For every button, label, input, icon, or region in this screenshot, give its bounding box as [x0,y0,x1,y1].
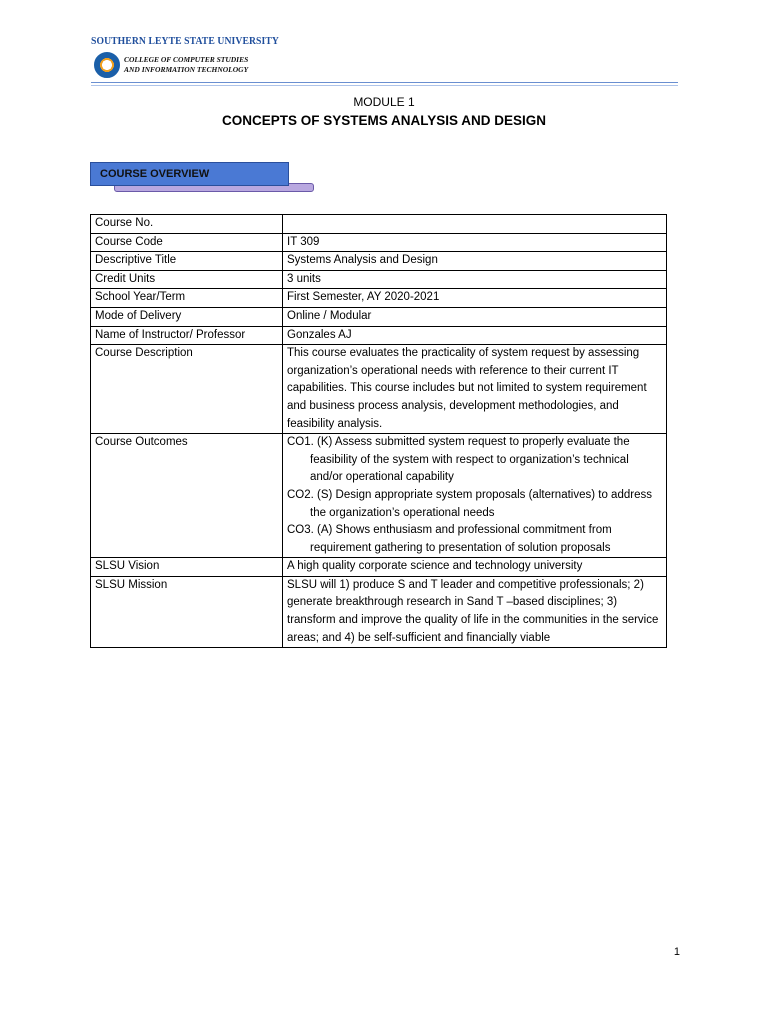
row-value: IT 309 [283,233,667,252]
row-label: SLSU Mission [91,576,283,647]
row-value: Gonzales AJ [283,326,667,345]
row-value: Online / Modular [283,307,667,326]
table-row [91,270,667,289]
row-value: First Semester, AY 2020-2021 [283,289,667,308]
table-row [91,345,667,434]
row-value-outcomes [283,434,667,558]
row-label: Name of Instructor/ Professor [91,326,283,345]
college-name [124,55,248,75]
page-number: 1 [673,946,680,958]
row-label: Course Description [91,345,283,434]
table-row [91,215,667,234]
row-value: This course evaluates the practicality of system request by assessing organization’s operational needs with reference to their current IT capabilities. This course includes but not limited to system requirement and business process analysis, development methodologies, and feasibility analysis. [283,345,667,434]
table-row [91,558,667,577]
college-name-line1: COLLEGE OF COMPUTER STUDIES [124,55,249,64]
row-value: A high quality corporate science and technology university [283,558,667,577]
college-logo-row [94,52,248,78]
row-label: Credit Units [91,270,283,289]
university-name: SOUTHERN LEYTE STATE UNIVERSITY [91,36,279,47]
university-logo-icon [94,52,120,78]
row-label: Course No. [91,215,283,234]
course-outcome-3: CO3. (A) Shows enthusiasm and professional commitment from requirement gathering to presentation of solution proposals [287,524,612,554]
course-outcome-1: CO1. (K) Assess submitted system request to properly evaluate the feasibility of the system with respect to organization’s technical and/or operational capability [287,436,630,484]
row-value: 3 units [283,270,667,289]
header-divider [91,82,678,83]
table-row [91,307,667,326]
table-row [91,326,667,345]
row-value: Systems Analysis and Design [283,252,667,271]
section-banner-label: COURSE OVERVIEW [100,168,210,180]
table-row [91,252,667,271]
course-outcome-2: CO2. (S) Design appropriate system proposals (alternatives) to address the organization’s operational needs [287,488,652,519]
course-overview-table [90,214,667,648]
header-divider-secondary [91,85,678,86]
table-row [91,576,667,647]
section-banner [90,162,289,186]
college-name-line2: AND INFORMATION TECHNOLOGY [124,65,249,74]
table-row [91,289,667,308]
document-header [91,36,295,74]
table-row [91,233,667,252]
row-label: School Year/Term [91,289,283,308]
module-title: CONCEPTS OF SYSTEMS ANALYSIS AND DESIGN [221,113,547,128]
row-label: Mode of Delivery [91,307,283,326]
row-value: SLSU will 1) produce S and T leader and competitive professionals; 2) generate breakthrough research in Sand T –based disciplines; 3) transform and improve the quality of life in the communities in the service areas; and 4) be self-sufficient and financially viable [283,576,667,647]
row-label: SLSU Vision [91,558,283,577]
row-label: Descriptive Title [91,252,283,271]
row-value [283,215,667,234]
row-label: Course Outcomes [91,434,283,558]
module-number: MODULE 1 [353,95,415,109]
table-row [91,434,667,558]
row-label: Course Code [91,233,283,252]
